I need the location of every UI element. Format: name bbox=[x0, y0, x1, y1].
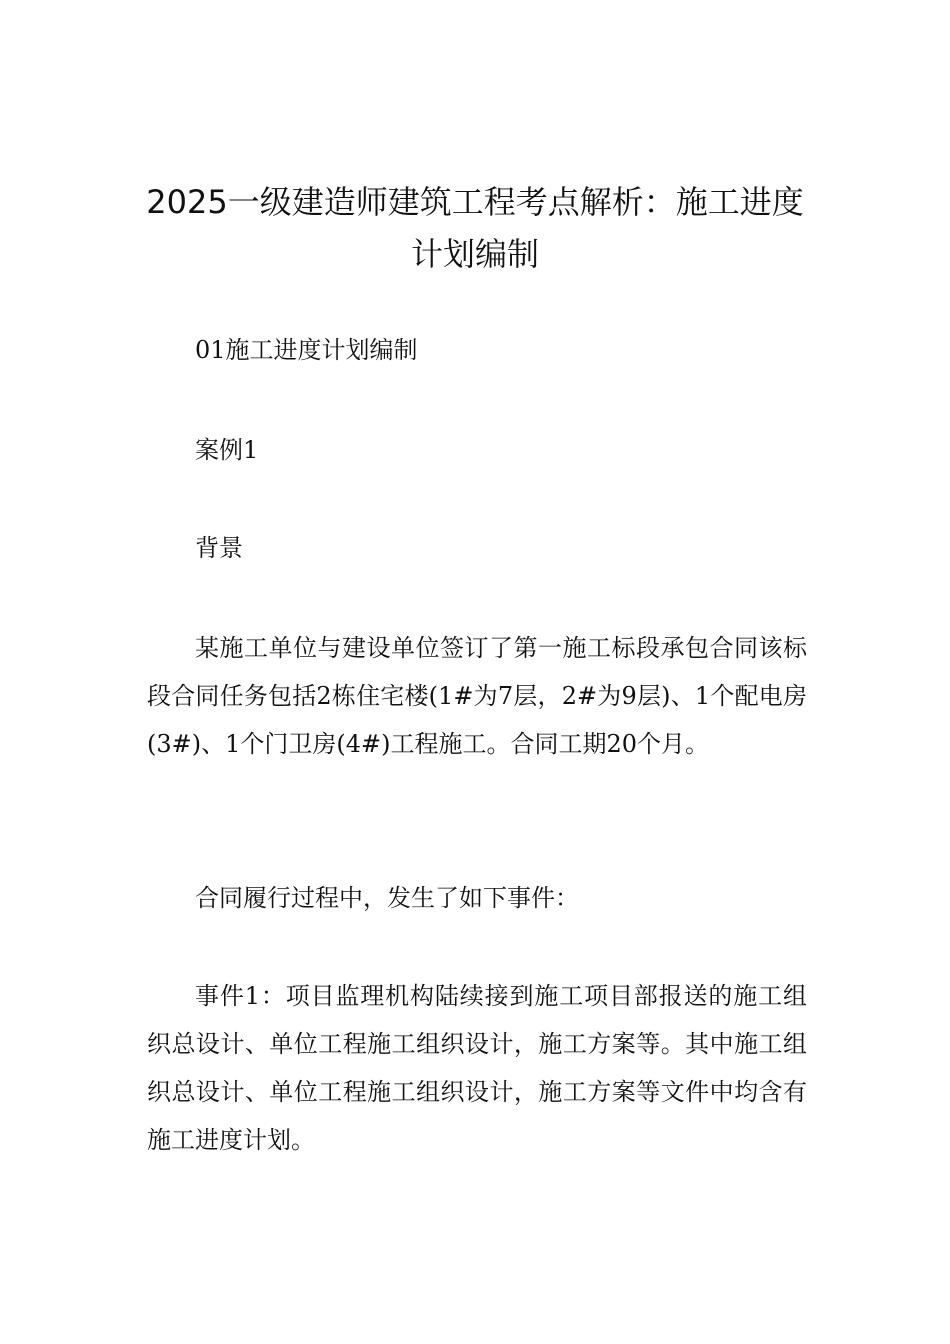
events-intro-paragraph: 合同履行过程中，发生了如下事件： bbox=[195, 884, 579, 912]
background-label: 背景 bbox=[195, 534, 243, 562]
background-paragraph: 某施工单位与建设单位签订了第一施工标段承包合同该标段合同任务包括2栋住宅楼(1#为7层，2#为9层)、1个配电房(3#)、1个门卫房(4#)工程施工。合同工期20个月。 bbox=[147, 634, 807, 758]
section-heading: 01施工进度计划编制 bbox=[195, 336, 418, 364]
document-title: 2025一级建造师建筑工程考点解析：施工进度计划编制 bbox=[146, 183, 804, 273]
case-label: 案例1 bbox=[195, 436, 259, 464]
event-1-paragraph: 事件1：项目监理机构陆续接到施工项目部报送的施工组织总设计、单位工程施工组织设计，施工方案等。其中施工组织总设计、单位工程施工组织设计，施工方案等文件中均含有施工进度计划。 bbox=[147, 982, 807, 1154]
